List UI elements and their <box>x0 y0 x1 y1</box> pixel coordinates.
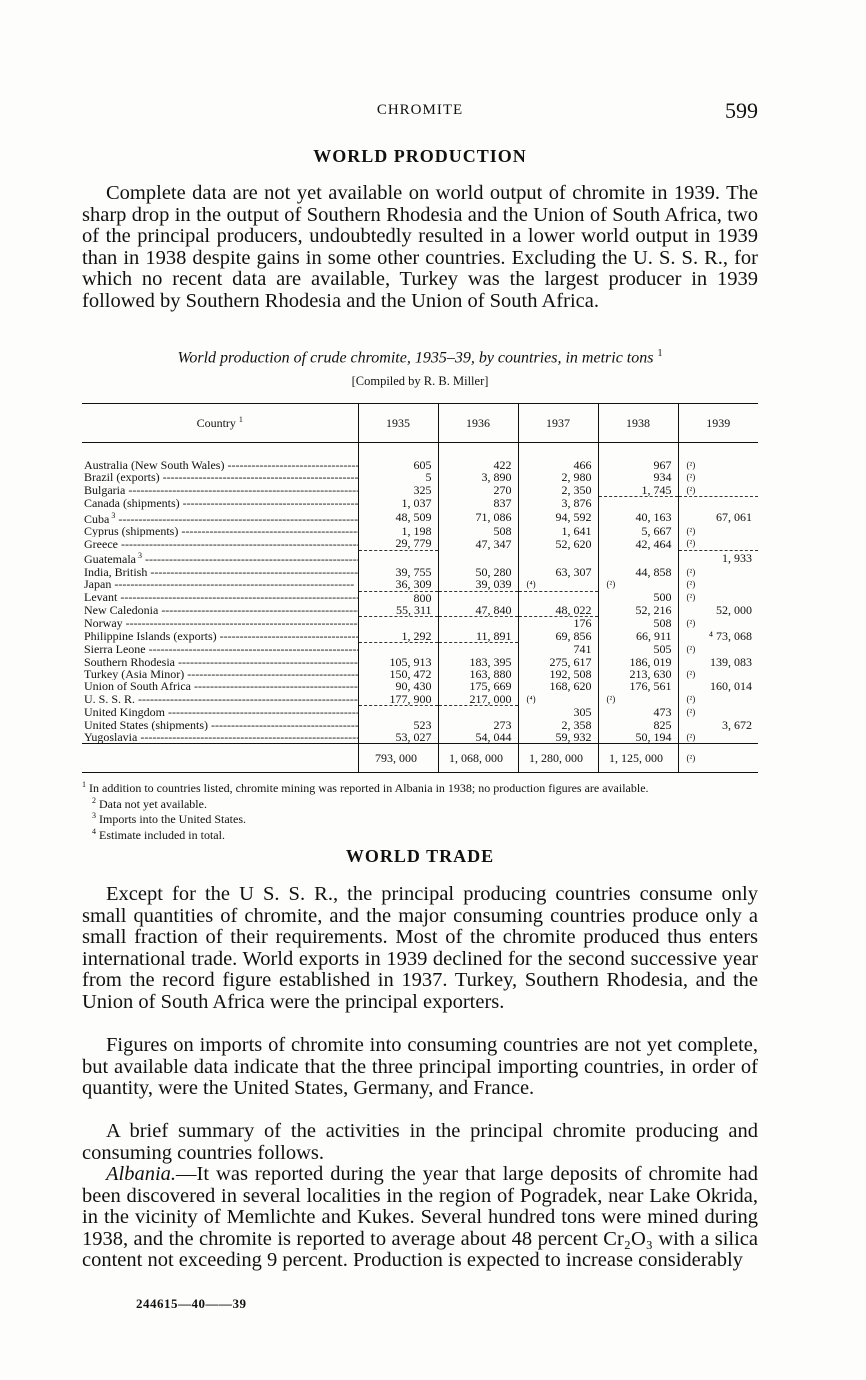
country-cell <box>82 617 358 630</box>
country-name: Sierra Leone <box>84 642 146 656</box>
country-name: United States (shipments) <box>84 718 208 731</box>
country-cell <box>82 706 358 719</box>
country-name: Canada (shipments) <box>84 496 180 510</box>
value-cell-1935: 36, 309 <box>358 578 438 591</box>
value-cell-1935: 39, 755 <box>358 566 438 578</box>
value-cell-1935 <box>358 617 438 630</box>
value-cell-1939: (²) <box>678 578 758 591</box>
country-name: Yugoslavia <box>84 730 138 744</box>
country-cell <box>82 537 358 550</box>
value-cell-1938: 66, 911 <box>598 630 678 643</box>
header-1937: 1937 <box>518 404 598 443</box>
country-name: Turkey (Asia Minor) <box>84 667 185 681</box>
value-cell-1937: 176 <box>518 617 598 630</box>
value-cell-1937: 168, 620 <box>518 680 598 692</box>
table-row <box>82 680 758 692</box>
table-row <box>82 510 758 525</box>
value-cell-1935: 105, 913 <box>358 656 438 668</box>
value-cell-1936: 11, 891 <box>438 630 518 643</box>
value-cell-1936: 47, 347 <box>438 537 518 550</box>
value-cell-1935 <box>358 706 438 719</box>
table-header-row <box>82 404 758 443</box>
value-cell-1935: 1, 198 <box>358 525 438 537</box>
country-name: Japan <box>84 578 112 592</box>
value-cell-1938 <box>598 497 678 510</box>
value-cell-1938: (²) <box>598 578 678 591</box>
country-cell <box>82 668 358 680</box>
table-row <box>82 550 758 565</box>
country-cell <box>82 656 358 668</box>
value-cell-1935: 800 <box>358 591 438 604</box>
country-name: Brazil (exports) <box>84 471 160 484</box>
value-cell-1937: 59, 932 <box>518 731 598 744</box>
value-cell-1937: 2, 358 <box>518 719 598 731</box>
table-row <box>82 617 758 630</box>
country-name: Norway <box>84 616 123 630</box>
country-cell <box>82 731 358 744</box>
table-row <box>82 630 758 643</box>
table-row <box>82 604 758 617</box>
value-cell-1935: 5 <box>358 471 438 483</box>
value-cell-1939: (²) <box>678 566 758 578</box>
value-cell-1936: 273 <box>438 719 518 731</box>
total-cell-1938: 1, 125, 000 <box>598 744 678 773</box>
table-row <box>82 497 758 510</box>
footnote-text: Data not yet available. <box>96 796 207 811</box>
footnote-mark: 4 <box>92 826 96 836</box>
value-cell-1939: (²) <box>678 617 758 630</box>
country-cell <box>82 471 358 483</box>
table-caption <box>82 348 758 367</box>
value-cell-1939: (²) <box>678 668 758 680</box>
value-cell-1936 <box>438 550 518 565</box>
country-name: Greece <box>84 537 118 551</box>
table-body <box>82 443 758 744</box>
value-cell-1936: 508 <box>438 525 518 537</box>
value-cell-1936: 71, 086 <box>438 510 518 525</box>
country-name: Guatemala <box>84 552 136 566</box>
value-cell-1936: 217, 000 <box>438 693 518 706</box>
value-cell-1935: 150, 472 <box>358 668 438 680</box>
country-note: 3 <box>109 510 116 520</box>
footnote <box>82 810 758 826</box>
total-cell-1935: 793, 000 <box>358 744 438 773</box>
table-total-row <box>82 744 758 773</box>
header-1938: 1938 <box>598 404 678 443</box>
country-cell <box>82 630 358 643</box>
table-row <box>82 578 758 591</box>
value-cell-1937 <box>518 550 598 565</box>
world-trade-paragraph-1: Except for the U S. S. R., the principal producing countries consume only small quantities of chromite, and the major consuming countries produce only a small fraction of their requirements. Most of the chromite produced thus enters international trade. World exports in 1939 declined for the second successive year from the record figure established in 1937. Turkey, Southern Rhodesia, and the Union of South Africa were the principal exporters. <box>82 883 758 1013</box>
value-cell-1937: 52, 620 <box>518 537 598 550</box>
value-cell-1937: 275, 617 <box>518 656 598 668</box>
value-cell-1936 <box>438 617 518 630</box>
table-row <box>82 706 758 719</box>
value-cell-1935: 1, 292 <box>358 630 438 643</box>
total-cell-1936: 1, 068, 000 <box>438 744 518 773</box>
running-head-title: CHROMITE <box>376 102 464 118</box>
albania-paragraph <box>82 1164 758 1272</box>
table-footnotes <box>82 779 758 841</box>
value-cell-1938: 825 <box>598 719 678 731</box>
country-cell <box>82 525 358 537</box>
albania-text: —It was reported during the year that large deposits of chromite had been discovered in several localities in the region of Pogradek, near Lake Okrida, in the vicinity of Memlichte and Kukes. Several hundred tons were mined during 1938, and the chromite is reported to average about 48 percent Cr₂O₃ with a silica content not exceeding 9 percent. Production is expected to increase considerably <box>82 1163 758 1271</box>
value-cell-1938: 505 <box>598 643 678 656</box>
country-name: India, British <box>84 565 148 579</box>
country-cell <box>82 591 358 604</box>
value-cell-1938: 1, 745 <box>598 484 678 497</box>
value-cell-1936 <box>438 643 518 656</box>
value-cell-1936: 47, 840 <box>438 604 518 617</box>
table-spacer-row <box>82 443 758 460</box>
value-cell-1939: 67, 061 <box>678 510 758 525</box>
value-cell-1937: 69, 856 <box>518 630 598 643</box>
value-cell-1939: 52, 000 <box>678 604 758 617</box>
table-caption-note: 1 <box>657 348 663 359</box>
world-production-heading: WORLD PRODUCTION <box>313 146 527 166</box>
value-cell-1938: 52, 216 <box>598 604 678 617</box>
value-cell-1939: 3, 672 <box>678 719 758 731</box>
table-row <box>82 537 758 550</box>
value-cell-1938: 176, 561 <box>598 680 678 692</box>
value-cell-1937: 192, 508 <box>518 668 598 680</box>
value-cell-1939: 139, 083 <box>678 656 758 668</box>
country-cell <box>82 643 358 656</box>
table-row <box>82 484 758 497</box>
footnote-mark: 2 <box>92 795 96 805</box>
country-cell <box>82 578 358 591</box>
value-cell-1937: 466 <box>518 459 598 471</box>
value-cell-1938: 44, 858 <box>598 566 678 578</box>
table-row <box>82 643 758 656</box>
value-cell-1937: 2, 980 <box>518 471 598 483</box>
value-cell-1935: 605 <box>358 459 438 471</box>
country-name: Cyprus (shipments) <box>84 525 179 538</box>
country-name: Cuba <box>84 511 110 526</box>
value-cell-1936: 3, 890 <box>438 471 518 483</box>
header-country <box>82 404 358 443</box>
country-name: U. S. S. R. <box>84 692 136 706</box>
running-head <box>82 98 758 122</box>
country-note: 3 <box>135 551 142 561</box>
value-cell-1939: (²) <box>678 731 758 744</box>
value-cell-1935: 53, 027 <box>358 731 438 744</box>
table-compiled-by: [Compiled by R. B. Miller] <box>351 374 489 388</box>
country-name: United Kingdom <box>84 705 165 719</box>
country-name: Union of South Africa <box>84 680 191 693</box>
value-cell-1936: 837 <box>438 497 518 510</box>
header-1936: 1936 <box>438 404 518 443</box>
value-cell-1936: 163, 880 <box>438 668 518 680</box>
value-cell-1938: 473 <box>598 706 678 719</box>
world-trade-paragraph-3: A brief summary of the activities in the principal chromite producing and consuming countries follows. <box>82 1120 758 1164</box>
value-cell-1937: 305 <box>518 706 598 719</box>
footnote-text: Imports into the United States. <box>96 812 246 826</box>
country-name: Philippine Islands (exports) <box>84 629 217 643</box>
value-cell-1936: 39, 039 <box>438 578 518 591</box>
value-cell-1935: 90, 430 <box>358 680 438 692</box>
value-cell-1938: 40, 163 <box>598 510 678 525</box>
total-cell-1937: 1, 280, 000 <box>518 744 598 773</box>
value-cell-1935: 177, 900 <box>358 693 438 706</box>
value-cell-1935: 523 <box>358 719 438 731</box>
value-cell-1935: 55, 311 <box>358 604 438 617</box>
value-cell-1936: 422 <box>438 459 518 471</box>
value-cell-1935 <box>358 643 438 656</box>
value-cell-1937: (⁴) <box>518 693 598 706</box>
value-cell-1937: 63, 307 <box>518 566 598 578</box>
page-number: 599 <box>725 98 758 123</box>
country-name: New Caledonia <box>84 603 159 617</box>
country-cell <box>82 604 358 617</box>
value-cell-1937: 741 <box>518 643 598 656</box>
value-cell-1936: 183, 395 <box>438 656 518 668</box>
world-trade-heading: WORLD TRADE <box>345 846 495 866</box>
footnote-mark: 1 <box>82 780 86 789</box>
value-cell-1939: (²) <box>678 471 758 483</box>
folio-print-code: 244615—40——39 <box>136 1296 247 1311</box>
value-cell-1936: 50, 280 <box>438 566 518 578</box>
world-trade-paragraph-2: Figures on imports of chromite into consuming countries are not yet complete, but available data indicate that the three principal importing countries, in order of quantity, were the United States, Germany, and France. <box>82 1034 758 1099</box>
albania-label: Albania. <box>106 1163 177 1185</box>
country-cell <box>82 484 358 497</box>
country-cell <box>82 566 358 578</box>
value-cell-1939: (²) <box>678 459 758 471</box>
total-cell-1939: (²) <box>678 744 758 773</box>
value-cell-1938: (²) <box>598 693 678 706</box>
value-cell-1935: 1, 037 <box>358 497 438 510</box>
value-cell-1938: 186, 019 <box>598 656 678 668</box>
value-cell-1935 <box>358 550 438 565</box>
footnote <box>82 795 758 811</box>
country-name: Levant <box>84 591 118 604</box>
country-name: Australia (New South Wales) <box>84 459 225 472</box>
country-name: Southern Rhodesia <box>84 655 175 668</box>
country-cell <box>82 550 358 565</box>
value-cell-1938: 5, 667 <box>598 525 678 537</box>
table-row <box>82 731 758 744</box>
value-cell-1939: (²) <box>678 643 758 656</box>
country-cell <box>82 719 358 731</box>
production-table <box>82 403 758 773</box>
value-cell-1937: 94, 592 <box>518 510 598 525</box>
value-cell-1937: 1, 641 <box>518 525 598 537</box>
value-cell-1939: (²) <box>678 525 758 537</box>
table-row <box>82 471 758 483</box>
value-cell-1936 <box>438 706 518 719</box>
country-cell <box>82 497 358 510</box>
value-cell-1938 <box>598 550 678 565</box>
header-country-note: 1 <box>238 415 243 424</box>
value-cell-1939: (²) <box>678 706 758 719</box>
value-cell-1938: 213, 630 <box>598 668 678 680</box>
value-cell-1936: 175, 669 <box>438 680 518 692</box>
value-cell-1937: 3, 876 <box>518 497 598 510</box>
value-cell-1938: 500 <box>598 591 678 604</box>
value-cell-1935: 29, 779 <box>358 537 438 550</box>
country-cell <box>82 459 358 471</box>
world-production-paragraph: Complete data are not yet available on world output of chromite in 1939. The sharp drop in the output of Southern Rhodesia and the Union of South Africa, two of the principal producers, undoubtedly resulted in a lower world output in 1939 than in 1938 despite gains in some other countries. Excluding the U. S. S. R., for which no recent data are available, Turkey was the largest producer in 1939 followed by Southern Rhodesia and the Union of South Africa. <box>82 182 758 312</box>
value-cell-1937: (⁴) <box>518 578 598 591</box>
value-cell-1939: 1, 933 <box>678 550 758 565</box>
value-cell-1939: (²) <box>678 693 758 706</box>
value-cell-1938: 50, 194 <box>598 731 678 744</box>
footnote-mark: 3 <box>92 811 96 820</box>
country-cell <box>82 510 358 525</box>
value-cell-1935: 48, 509 <box>358 510 438 525</box>
value-cell-1939 <box>678 497 758 510</box>
value-cell-1938: 967 <box>598 459 678 471</box>
value-cell-1939: (²) <box>678 484 758 497</box>
country-name: Bulgaria <box>84 483 126 497</box>
header-1935: 1935 <box>358 404 438 443</box>
value-cell-1939: (²) <box>678 537 758 550</box>
footnote-text: Estimate included in total. <box>96 827 225 842</box>
value-cell-1938: 508 <box>598 617 678 630</box>
value-cell-1939: ⁴ 73, 068 <box>678 630 758 643</box>
header-1939: 1939 <box>678 404 758 443</box>
value-cell-1937: 2, 350 <box>518 484 598 497</box>
footnote <box>82 826 758 842</box>
table-caption-text: World production of crude chromite, 1935–39, by countries, in metric tons <box>177 349 654 367</box>
country-cell <box>82 680 358 692</box>
value-cell-1936: 270 <box>438 484 518 497</box>
table-row <box>82 693 758 706</box>
footnote <box>82 779 758 795</box>
value-cell-1939: 160, 014 <box>678 680 758 692</box>
header-country-label: Country <box>196 416 236 430</box>
value-cell-1935: 325 <box>358 484 438 497</box>
value-cell-1938: 42, 464 <box>598 537 678 550</box>
value-cell-1937: 48, 022 <box>518 604 598 617</box>
country-cell <box>82 693 358 706</box>
value-cell-1938: 934 <box>598 471 678 483</box>
footnote-text: In addition to countries listed, chromite mining was reported in Albania in 1938; no production figures are available. <box>86 781 649 795</box>
value-cell-1936: 54, 044 <box>438 731 518 744</box>
value-cell-1939: (²) <box>678 591 758 604</box>
total-label-cell <box>82 744 358 773</box>
